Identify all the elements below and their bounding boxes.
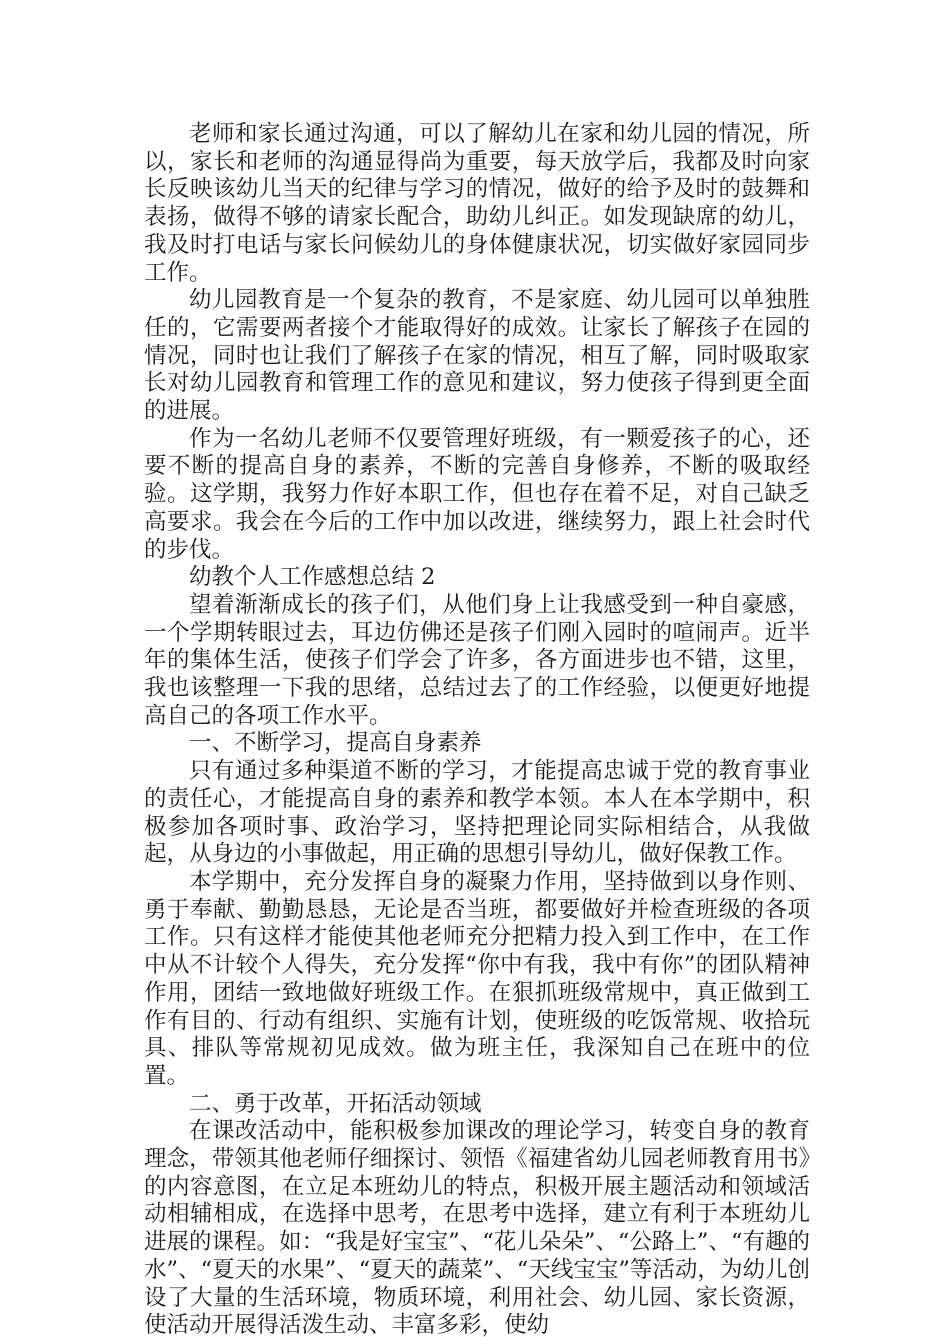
document-body <box>144 121 810 1340</box>
paragraph: 本学期中，充分发挥自身的凝聚力作用，坚持做到以身作则、勇于奉献、勤勤恳恳，无论是否当班，都要做好并检查班级的各项工作。只有这样才能使其他老师充分把精力投入到工作中，在工作中从不计较个人得失，充分发挥“你中有我，我中有你”的团队精神作用，团结一致地做好班级工作。在狠抓班级常规中，真正做到工作有目的、行动有组织、实施有计划，使班级的吃饭常规、收拾玩具、排队等常规初见成效。做为班主任，我深知自己在班中的位置。 <box>144 868 810 1089</box>
paragraph: 望着渐渐成长的孩子们，从他们身上让我感受到一种自豪感，一个学期转眼过去，耳边仿佛还是孩子们刚入园时的喧闹声。近半年的集体生活，使孩子们学会了许多，各方面进步也不错，这里，我也该整理一下我的思绪，总结过去了的工作经验，以便更好地提高自己的各项工作水平。 <box>144 591 810 729</box>
paragraph: 在课改活动中，能积极参加课改的理论学习，转变自身的教育理念，带领其他老师仔细探讨、领悟《福建省幼儿园老师教育用书》的内容意图，在立足本班幼儿的特点，积极开展主题活动和领域活动相辅相成，在选择中思考，在思考中选择，建立有利于本班幼儿进展的课程。如：“我是好宝宝”、“花儿朵朵”、“公路上”、“有趣的水”、“夏天的水果”、“夏天的蔬菜”、“天线宝宝”等活动，为幼儿创设了大量的生活环境，物质环境，利用社会、幼儿园、家长资源，使活动开展得活泼生动、丰富多彩，使幼 <box>144 1118 810 1339</box>
section-heading: 二、勇于改革，开拓活动领域 <box>189 1090 482 1117</box>
paragraph: 幼儿园教育是一个复杂的教育，不是家庭、幼儿园可以单独胜任的，它需要两者接个才能取得好的成效。让家长了解孩子在园的情况，同时也让我们了解孩子在家的情况，相互了解，同时吸取家长对幼儿园教育和管理工作的意见和建议，努力使孩子得到更全面的进展。 <box>144 287 810 425</box>
section-heading: 一、不断学习，提高自身素养 <box>189 730 482 757</box>
paragraph: 老师和家长通过沟通，可以了解幼儿在家和幼儿园的情况，所以，家长和老师的沟通显得尚为重要，每天放学后，我都及时向家长反映该幼儿当天的纪律与学习的情况，做好的给予及时的鼓舞和表扬，做得不够的请家长配合，助幼儿纠正。如发现缺席的幼儿，我及时打电话与家长问候幼儿的身体健康状况，切实做好家园同步工作。 <box>144 121 810 286</box>
section-title: 幼教个人工作感想总结 2 <box>189 564 436 591</box>
paragraph: 作为一名幼儿老师不仅要管理好班级，有一颗爱孩子的心，还要不断的提高自身的素养，不断的完善自身修养，不断的吸取经验。这学期，我努力作好本职工作，但也存在着不足，对自己缺乏高要求。我会在今后的工作中加以改进，继续努力，跟上社会时代的步伐。 <box>144 425 810 563</box>
paragraph: 只有通过多种渠道不断的学习，才能提高忠诚于党的教育事业的责任心，才能提高自身的素养和教学本领。本人在本学期中，积极参加各项时事、政治学习，坚持把理论同实际相结合，从我做起，从身边的小事做起，用正确的思想引导幼儿，做好保教工作。 <box>144 758 810 868</box>
